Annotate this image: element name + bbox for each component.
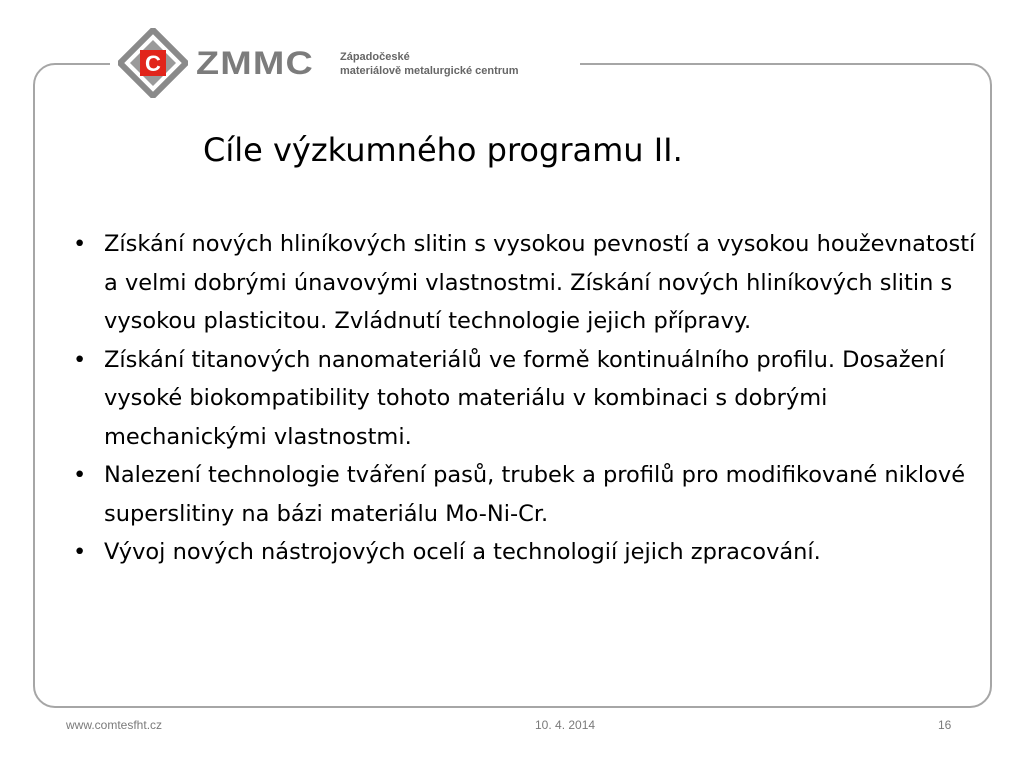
brand-name: ZMMC <box>196 45 314 81</box>
logo-letter: C <box>145 51 161 76</box>
slide-title: Cíle výzkumného programu II. <box>203 131 683 169</box>
logo-icon <box>118 28 188 98</box>
brand-subtitle-line1: Západočeské <box>340 51 410 63</box>
bullet-item: • Získání titanových nanomateriálů ve formě kontinuálního profilu. Dosažení vysoké biokompatibility tohoto materiálu v kombinaci s dobrými mechanickými vlastnostmi. <box>73 341 983 457</box>
brand-subtitle <box>340 50 519 78</box>
footer-url: www.comtesfht.cz <box>66 718 163 732</box>
bullet-item: • Nalezení technologie tváření pasů, trubek a profilů pro modifikované niklové superslitiny na bázi materiálu Mo-Ni-Cr. <box>73 456 983 533</box>
footer-page-number: 16 <box>938 718 952 732</box>
bullet-item: • Získání nových hliníkových slitin s vysokou pevností a vysokou houževnatostí a velmi dobrými únavovými vlastnostmi. Získání nových hliníkových slitin s vysokou plasticitou. Zvládnutí technologie jejich přípravy. <box>73 225 983 341</box>
footer-date: 10. 4. 2014 <box>535 718 596 732</box>
bullet-item: • Vývoj nových nástrojových ocelí a technologií jejich zpracování. <box>73 533 983 572</box>
bullet-list <box>73 225 983 572</box>
brand-subtitle-line2: materiálově metalurgické centrum <box>340 65 519 77</box>
